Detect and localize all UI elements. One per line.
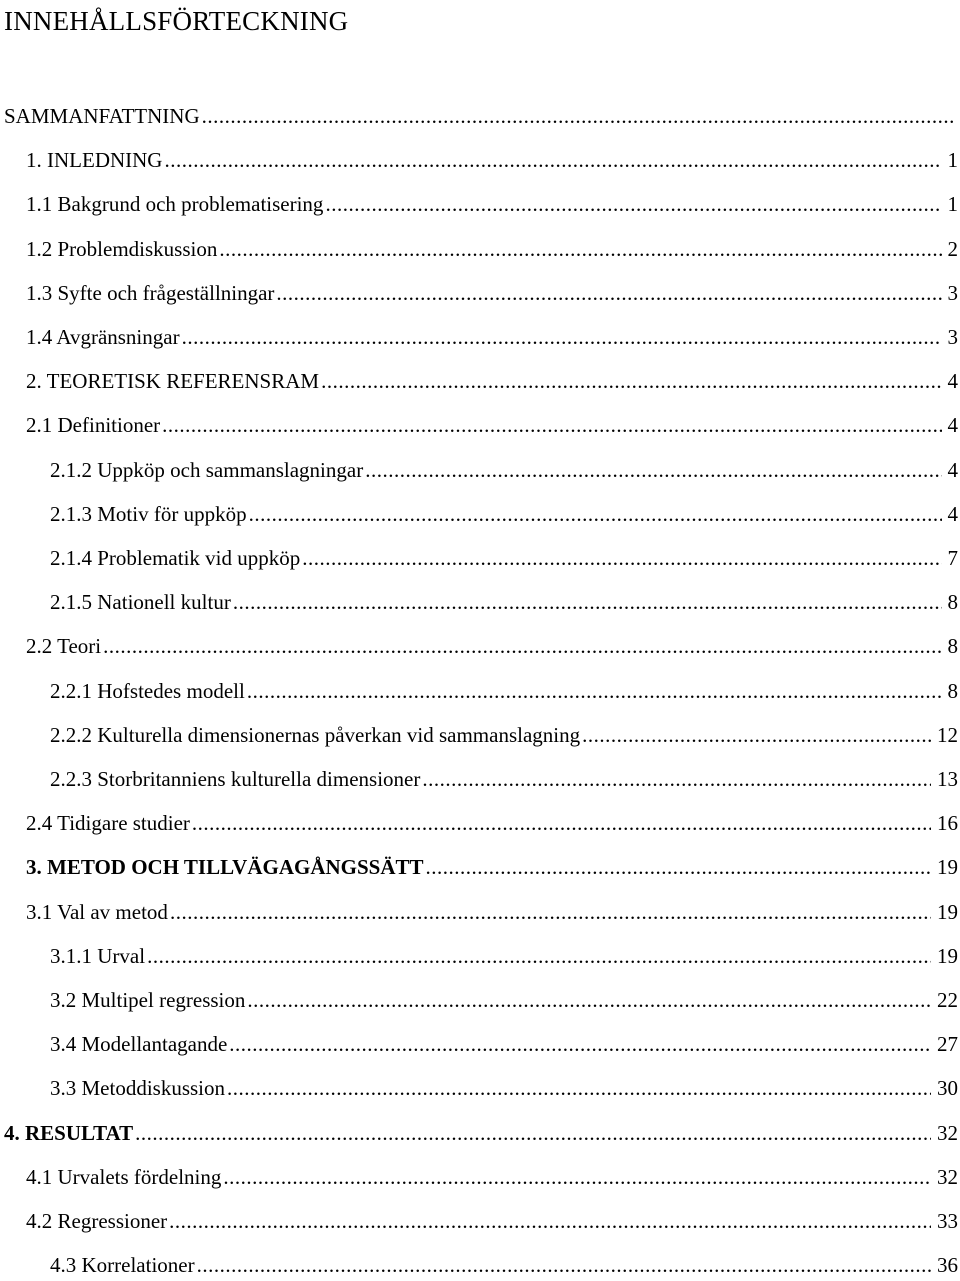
- dot-leader: [202, 100, 954, 132]
- toc-entry-3-4[interactable]: [50, 1028, 958, 1060]
- toc-label: 1.2 Problemdiskussion: [26, 236, 218, 261]
- dot-leader: [227, 1072, 931, 1104]
- toc-label: 1.1 Bakgrund och problematisering: [26, 192, 324, 217]
- toc-page-number: 19: [937, 943, 958, 968]
- dot-leader: [249, 498, 942, 530]
- toc-label: 2.2 Teori: [26, 634, 102, 659]
- toc-page-number: 30: [937, 1076, 958, 1101]
- toc-entry-1-2[interactable]: [26, 233, 958, 265]
- dot-leader: [247, 984, 931, 1016]
- dot-leader: [325, 188, 941, 220]
- toc-page-number: 16: [937, 811, 958, 836]
- toc-entry-1[interactable]: [26, 144, 958, 176]
- dot-leader: [219, 233, 941, 265]
- toc-entry-1-3[interactable]: [26, 277, 958, 309]
- toc-page-number: 8: [947, 678, 958, 703]
- toc-label: 4.2 Regressioner: [26, 1209, 168, 1233]
- dot-leader: [233, 586, 942, 618]
- toc-entry-3-1-1[interactable]: [50, 940, 958, 972]
- toc-entry-4-3[interactable]: [50, 1249, 958, 1281]
- toc-entry-2-2-2[interactable]: [50, 719, 958, 751]
- toc-label: 4.3 Korrelationer: [50, 1253, 195, 1278]
- toc-page-number: 32: [937, 1120, 958, 1145]
- toc-entry-2-1-4[interactable]: [50, 542, 958, 574]
- dot-leader: [426, 851, 931, 883]
- toc-label: 2.1.4 Problematik vid uppköp: [50, 546, 301, 570]
- toc-label: 2.2.1 Hofstedes modell: [50, 678, 245, 703]
- toc-entry-2[interactable]: [26, 365, 958, 397]
- dot-leader: [223, 1161, 931, 1193]
- toc-page-number: 3: [947, 325, 958, 349]
- dot-leader: [170, 896, 931, 928]
- toc-label: 1.4 Avgränsningar: [26, 325, 180, 349]
- toc-entry-1-1[interactable]: [26, 188, 958, 220]
- toc-page-number: 8: [947, 590, 958, 615]
- toc-page-number: 8: [947, 634, 958, 659]
- toc-entry-1-4[interactable]: [26, 321, 958, 353]
- toc-page-number: 36: [937, 1253, 958, 1278]
- dot-leader: [302, 542, 941, 574]
- toc-page-number: 12: [937, 722, 958, 747]
- toc-label: 3.3 Metoddiskussion: [50, 1076, 226, 1101]
- toc-page-number: 4: [947, 457, 958, 482]
- toc-label: 3.1 Val av metod: [26, 899, 168, 924]
- toc-page-number: 32: [937, 1164, 958, 1189]
- toc-page-number: 27: [937, 1032, 958, 1057]
- dot-leader: [135, 1117, 931, 1149]
- toc-label: 3.1.1 Urval: [50, 943, 146, 968]
- toc-entry-2-1-5[interactable]: [50, 586, 958, 618]
- toc-label: 3.2 Multipel regression: [50, 988, 246, 1012]
- toc-entry-2-1-3[interactable]: [50, 498, 958, 530]
- dot-leader: [365, 454, 941, 486]
- toc-label: 2.1.3 Motiv för uppköp: [50, 501, 247, 526]
- dot-leader: [169, 1205, 931, 1237]
- toc-entry-4-2[interactable]: [26, 1205, 958, 1237]
- toc-entry-sammanfattning[interactable]: [4, 100, 954, 132]
- dot-leader: [164, 144, 941, 176]
- toc-label: 3.4 Modellantagande: [50, 1032, 228, 1057]
- toc-label: 3. METOD OCH TILLVÄGAGÅNGSSÄTT: [26, 855, 424, 880]
- dot-leader: [192, 807, 931, 839]
- toc-entry-2-4[interactable]: [26, 807, 958, 839]
- toc-entry-2-2-1[interactable]: [50, 675, 958, 707]
- toc-label: 2.1.5 Nationell kultur: [50, 590, 231, 615]
- toc-entry-4-1[interactable]: [26, 1161, 958, 1193]
- toc-page-number: 7: [947, 546, 958, 570]
- toc-entry-3-1[interactable]: [26, 896, 958, 928]
- dot-leader: [276, 277, 941, 309]
- toc-label: 1. INLEDNING: [26, 148, 163, 173]
- toc-label: 2.2.3 Storbritanniens kulturella dimensioner: [50, 767, 421, 791]
- dot-leader: [582, 719, 931, 751]
- toc-page-number: 4: [947, 501, 958, 526]
- dot-leader: [229, 1028, 931, 1060]
- dot-leader: [422, 763, 931, 795]
- toc-page-number: 19: [937, 855, 958, 880]
- toc-page-number: 22: [937, 988, 958, 1012]
- toc-label: 2. TEORETISK REFERENSRAM: [26, 369, 320, 394]
- toc-label: 4.1 Urvalets fördelning: [26, 1164, 222, 1189]
- toc-label: 2.2.2 Kulturella dimensionernas påverkan vid sammanslagning: [50, 722, 581, 747]
- toc-page-number: 2: [947, 236, 958, 261]
- dot-leader: [197, 1249, 931, 1281]
- toc-page-number: 4: [947, 369, 958, 394]
- toc-label: 1.3 Syfte och frågeställningar: [26, 280, 275, 305]
- toc-page-number: 33: [937, 1209, 958, 1233]
- toc-entry-2-2[interactable]: [26, 630, 958, 662]
- toc-page-number: 3: [947, 280, 958, 305]
- toc-label: 2.1 Definitioner: [26, 413, 161, 438]
- toc-page-number: 13: [937, 767, 958, 791]
- toc-entry-2-1-2[interactable]: [50, 454, 958, 486]
- dot-leader: [247, 675, 942, 707]
- toc-page-number: 19: [937, 899, 958, 924]
- toc-label: SAMMANFATTNING: [4, 104, 200, 128]
- toc-page-number: 4: [947, 413, 958, 438]
- toc-label: 2.4 Tidigare studier: [26, 811, 190, 836]
- toc-entry-2-2-3[interactable]: [50, 763, 958, 795]
- toc-label: 4. RESULTAT: [4, 1120, 134, 1145]
- dot-leader: [162, 409, 941, 441]
- toc-page-number: 1: [947, 148, 958, 173]
- page-title: INNEHÅLLSFÖRTECKNING: [4, 6, 349, 36]
- dot-leader: [182, 321, 942, 353]
- toc-entry-4[interactable]: [4, 1117, 958, 1149]
- toc-page-number: 1: [947, 192, 958, 217]
- toc-entry-3[interactable]: [26, 851, 958, 883]
- toc-entry-3-2[interactable]: [50, 984, 958, 1016]
- toc-entry-3-3[interactable]: [50, 1072, 958, 1104]
- toc-label: 2.1.2 Uppköp och sammanslagningar: [50, 457, 364, 482]
- dot-leader: [147, 940, 931, 972]
- dot-leader: [321, 365, 941, 397]
- dot-leader: [103, 630, 941, 662]
- toc-entry-2-1[interactable]: [26, 409, 958, 441]
